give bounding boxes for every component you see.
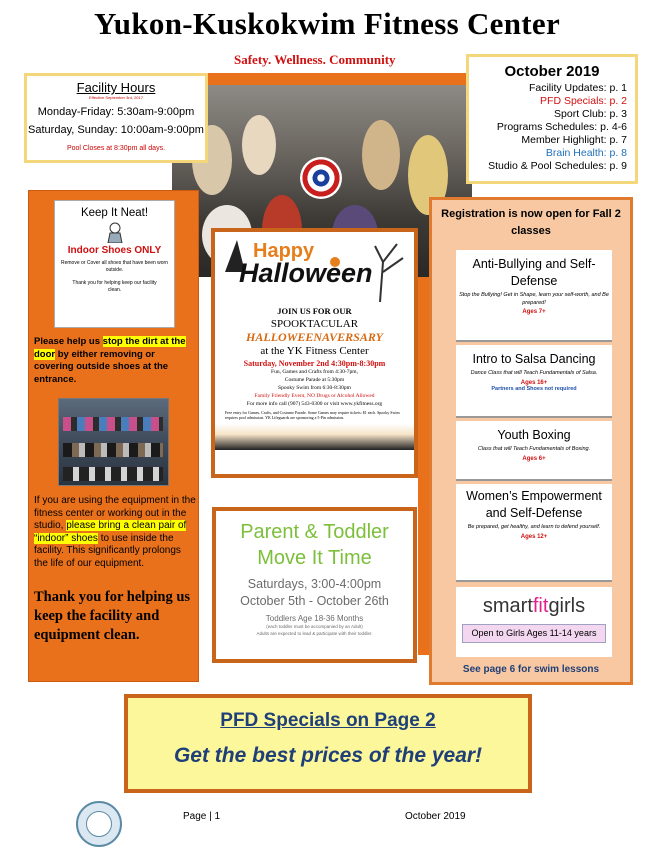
pool-hours-note: Pool Closes at 8:30pm all days. [66, 145, 166, 152]
logo-text: fit [532, 595, 549, 617]
paragraph-text: If you are using the equipment in the fitness center or working out in the studio, [34, 495, 196, 531]
toc-item: Programs Schedules: p. 4-6 [496, 121, 627, 133]
event-contact: For more info call (907) 543-0300 or visit www.ykfitness.org [246, 401, 383, 407]
event-date: Saturday, November 2nd 4:30pm-8:30pm [243, 359, 386, 368]
class-name: Intro to Salsa Dancing [472, 352, 596, 366]
keep-it-neat-sign [54, 200, 175, 328]
class-age: Ages 6+ [522, 455, 546, 462]
class-age: Ages 7+ [522, 309, 546, 315]
toddler-title: Parent & Toddler Move It Time [240, 521, 389, 569]
class-extra: Partners and Shoes not required [491, 385, 577, 392]
class-name: Women’s Empowerment and Self-Defense [466, 489, 602, 520]
table-of-contents [466, 54, 638, 184]
toddler-days: Saturdays, 3:00-4:00pm [247, 577, 382, 591]
orange-bar-middle [418, 277, 429, 655]
sign-title: Keep It Neat! [80, 207, 149, 219]
city-seal-logo [76, 801, 122, 847]
halloweenaversary-text: HALLOWEENAVERSARY [246, 330, 383, 344]
facility-hours-box [24, 73, 208, 163]
event-detail: Spooky Swim from 6:30-8:30pm [278, 385, 351, 391]
shoe-row [63, 417, 163, 431]
class-name: Anti-Bullying and Self-Defense [472, 257, 596, 288]
class-name: Youth Boxing [497, 428, 571, 442]
pfd-headline: PFD Specials on Page 2 [220, 710, 436, 731]
registration-title: Registration is now open for Fall 2 classes [441, 208, 621, 237]
event-detail: Fun, Games and Crafts from 4:30-7pm, [271, 369, 358, 375]
class-card [456, 484, 612, 582]
hours-effective: Effective September 3rd, 2017 [89, 95, 143, 100]
class-card [456, 421, 612, 481]
paragraph-text: by either removing or covering outside shoes at the entrance. [34, 348, 169, 385]
toc-item: Sport Club: p. 3 [554, 108, 627, 120]
newsletter-title: Yukon-Kuskokwim Fitness Center [93, 6, 561, 41]
toddler-dates: October 5th - October 26th [240, 594, 389, 608]
thank-you-text: Thank you for helping us keep the facility and equipment clean. [34, 589, 191, 643]
parent-toddler-flyer [212, 507, 417, 663]
swim-lessons-note: See page 6 for swim lessons [462, 664, 600, 675]
hours-weekend: Saturday, Sunday: 10:00am-9:00pm [28, 124, 204, 136]
registration-panel [429, 197, 633, 685]
spooktacular-text: SPOOKTACULAR [270, 318, 359, 330]
haunted-skyline [215, 424, 414, 450]
class-age: Ages 16+ [520, 379, 548, 386]
class-desc: Class that will Teach Fundamentals of Boxing. [477, 446, 591, 452]
class-card [456, 345, 612, 418]
photo-figure [362, 120, 400, 190]
cartoon-figure-icon [100, 221, 130, 243]
hours-title: Facility Hours [76, 80, 156, 95]
smartfitgirls-ages: Open to Girls Ages 11-14 years [462, 624, 606, 643]
class-desc: Stop the Bullying! Get in Shape, learn your self-worth, and Be prepared! [459, 292, 609, 306]
logo-text: smart [482, 595, 533, 617]
highlight-text: stop the dirt at the door [34, 336, 186, 360]
photo-figure [242, 115, 276, 175]
toddler-note: (each toddler must be accompanied by an Adult) [266, 624, 363, 629]
paragraph-text: to use inside the facility. This significantly prolongs the life of our equipment. [34, 532, 181, 569]
sign-text: Remove or Cover all shoes that have been worn outside. [61, 260, 169, 273]
captain-america-shield-icon [300, 157, 342, 199]
class-desc: Be prepared, get healthy, and learn to defend yourself. [467, 524, 601, 530]
toc-item: Studio & Pool Schedules: p. 9 [488, 160, 627, 172]
toddler-note: Adults are expected to lead & participate with their toddler. [256, 631, 373, 636]
seal-inner [86, 811, 112, 837]
stop-dirt-paragraph [34, 336, 194, 386]
class-age: Ages 12+ [520, 533, 548, 540]
shoe-row [63, 443, 163, 457]
toc-item: Facility Updates: p. 1 [528, 82, 627, 94]
shoe-row [63, 467, 163, 481]
highlight-text: please bring a clean pair of “indoor” shoes [34, 520, 187, 544]
footer-date: October 2019 [405, 811, 466, 822]
toc-item: Brain Health: p. 8 [545, 147, 627, 159]
sign-subtitle: Indoor Shoes ONLY [67, 245, 162, 256]
pfd-specials-banner [124, 694, 532, 793]
hours-weekday: Monday-Friday: 5:30am-9:00pm [37, 106, 195, 118]
smartfitgirls-logo [456, 595, 612, 618]
toc-item: Member Highlight: p. 7 [521, 134, 627, 146]
halloween-text: Halloween [239, 258, 373, 288]
tagline: Safety. Wellness. Community [234, 52, 396, 67]
toc-title: October 2019 [504, 63, 600, 80]
toddler-age: Toddlers Age 18-36 Months [265, 614, 364, 623]
page-number: Page | 1 [183, 811, 221, 822]
smartfitgirls-card [456, 587, 612, 657]
toc-item: PFD Specials: p. 2 [540, 95, 627, 107]
indoor-shoes-paragraph [34, 495, 196, 570]
location-text: at the YK Fitness Center [260, 345, 369, 357]
halloween-flyer [211, 228, 418, 478]
event-fine-print: Free entry for Games, Crafts, and Costume Parade. Some Games may require tickets: $1 each. Spooky Swim requires pool admission. YK Lifeguards are sponsoring a 5-Pin admission. [225, 410, 400, 420]
sign-thanks: Thank you for helping keep our facility clean. [72, 280, 157, 293]
paragraph-text: Please help us [34, 336, 103, 347]
class-card [456, 250, 612, 342]
join-text: JOIN US FOR OUR [277, 306, 352, 316]
shoe-rack-photo [58, 398, 169, 486]
logo-text: girls [548, 595, 586, 617]
event-detail: Costume Parade at 5:30pm [284, 377, 345, 383]
halloween-banner [215, 232, 414, 306]
event-notice: Family Friendly Event, NO Drugs or Alcohol Allowed [254, 393, 375, 399]
happy-text: Happy [253, 240, 315, 262]
class-desc: Dance Class that will Teach Fundamentals of Salsa. [470, 370, 598, 376]
pfd-tagline: Get the best prices of the year! [173, 744, 483, 767]
